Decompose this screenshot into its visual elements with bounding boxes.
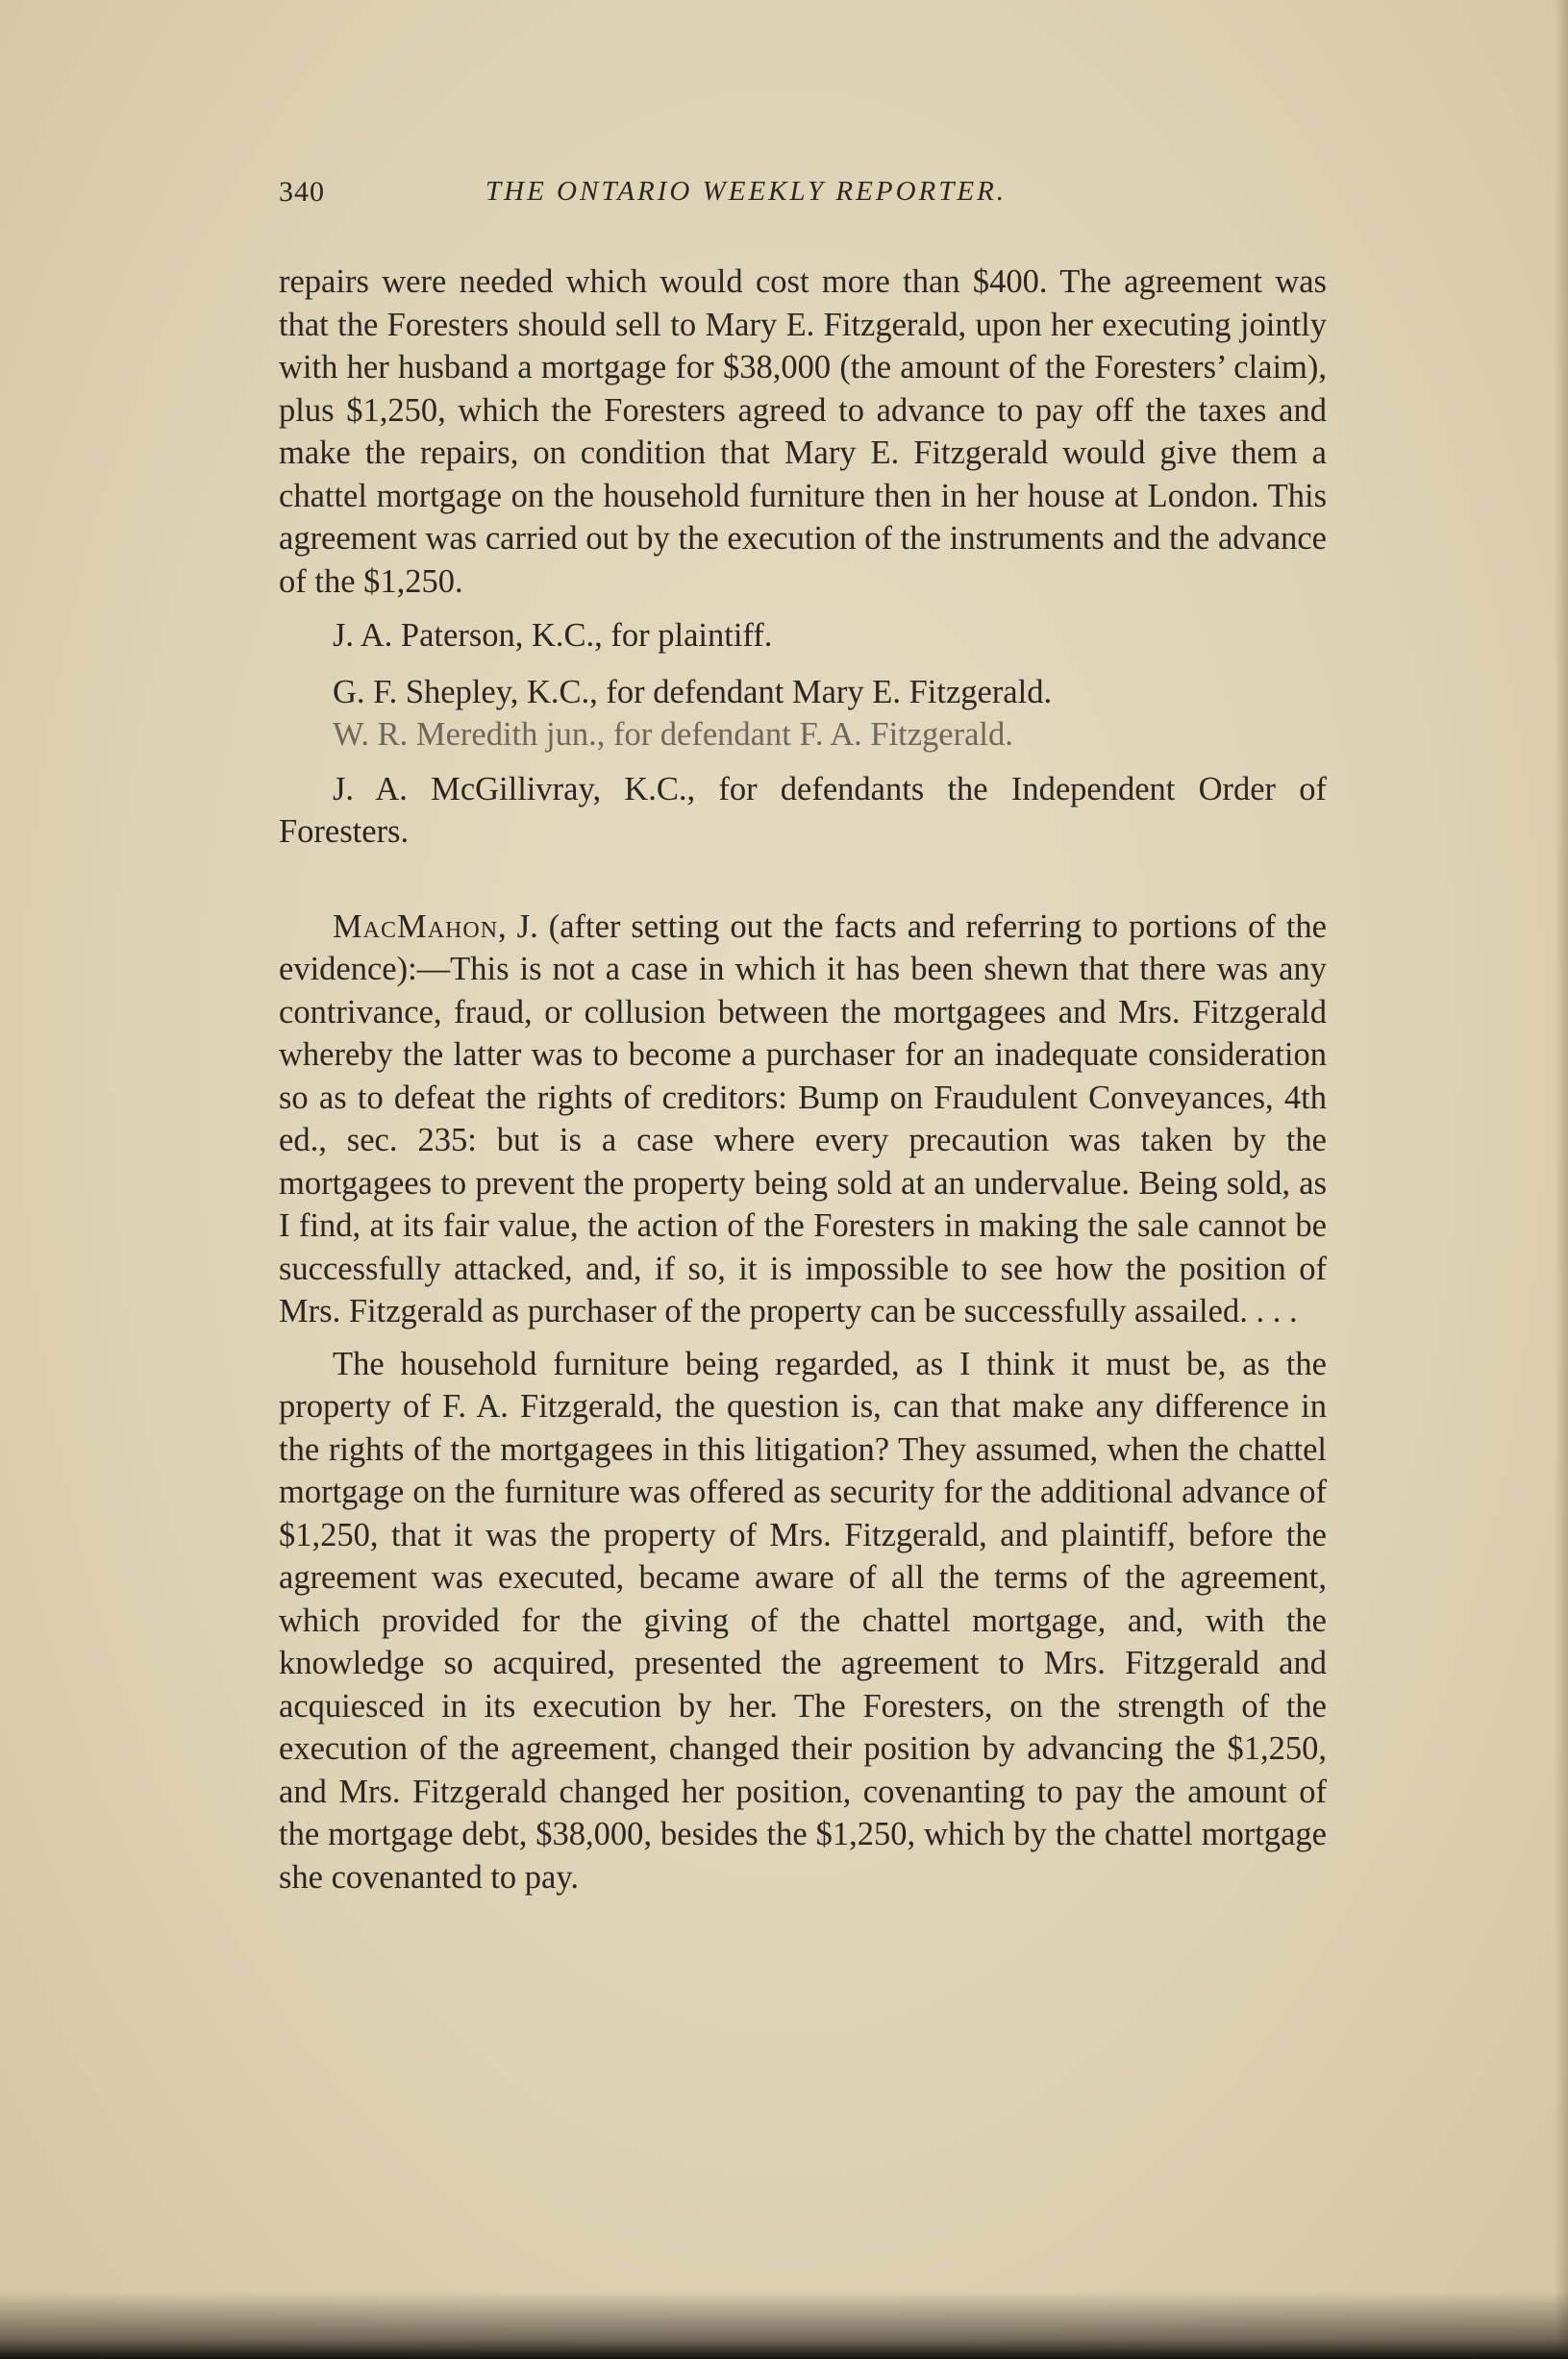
- page-edge-shadow: [1555, 0, 1568, 2359]
- page-number: 340: [279, 176, 325, 208]
- counsel-defendants-foresters: J. A. McGillivray, K.C., for defendants the Independent Order of Foresters.: [279, 770, 1327, 850]
- counsel-plaintiff: J. A. Paterson, K.C., for plaintiff.: [333, 617, 773, 654]
- continued-paragraph: repairs were needed which would cost more than $400. The agreement was that the Foresters should sell to Mary E. Fitzgerald, upon her executing jointly with her husband a mortgage for $38,000 (the amount of the Foresters’ claim), plus $1,250, which the Foresters agreed to advance to pay off the taxes and make the repairs, on condition that Mary E. Fitzgerald would give them a chattel mortgage on the household furniture then in her house at London. This agreement was carried out by the execution of the instruments and the advance of the $1,250.: [279, 263, 1327, 600]
- page-body: [279, 261, 1327, 1899]
- judgment-paragraph-1: [279, 906, 1327, 1333]
- page-bottom-shadow: [0, 2292, 1568, 2359]
- judge-name: MacMahon: [333, 907, 499, 945]
- counsel-defendant-mary: G. F. Shepley, K.C., for defendant Mary E. Fitzgerald.: [333, 673, 1053, 710]
- counsel-defendant-fa: W. R. Meredith jun., for defendant F. A. Fitzgerald.: [333, 716, 1013, 753]
- judgment-paragraph-1-text: , J. (after setting out the facts and referring to portions of the evidence):—This is not a case in which it has been shewn that there was any contrivance, fraud, or collusion between the mortgagees and Mrs. Fitzgerald whereby the latter was to become a purchaser for an inadequate consideration so as to defeat the rights of creditors: Bump on Fraudulent Conveyances, 4th ed., sec. 235: but is a case where every precaution was taken by the mortgagees to prevent the property being sold at an undervalue. Being sold, as I find, at its fair value, the action of the Foresters in making the sale cannot be successfully attacked, and, if so, it is impossible to see how the position of Mrs. Fitzgerald as purchaser of the property can be successfully assailed. . . .: [279, 907, 1327, 1329]
- running-title: THE ONTARIO WEEKLY REPORTER.: [485, 176, 1008, 207]
- judgment-paragraph-2: The household furniture being regarded, as I think it must be, as the property of F. A. Fitzgerald, the question is, can that make any difference in the rights of the mortgagees in this litigation? They assumed, when the chattel mortgage on the furniture was offered as security for the additional advance of $1,250, that it was the property of Mrs. Fitzgerald, and plaintiff, before the agreement was executed, became aware of all the terms of the agreement, which provided for the giving of the chattel mortgage, and, with the knowledge so acquired, presented the agreement to Mrs. Fitzgerald and acquiesced in its execution by her. The Foresters, on the strength of the execution of the agreement, changed their position by advancing the $1,250, and Mrs. Fitzgerald changed her position, covenanting to pay the amount of the mortgage debt, $38,000, besides the $1,250, which by the chattel mortgage she covenanted to pay.: [279, 1345, 1327, 1896]
